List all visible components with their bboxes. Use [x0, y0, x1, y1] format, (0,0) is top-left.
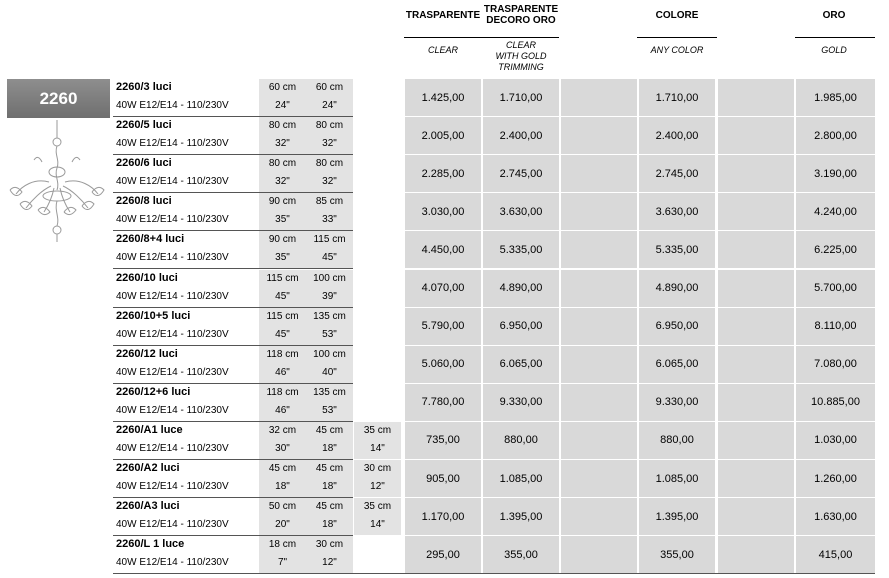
header-trasparente-decoro-oro — [483, 4, 559, 26]
dimension-inch: 53" — [322, 328, 337, 340]
dimension-inch: 12" — [370, 481, 385, 492]
price-any-color: 2.400,00 — [639, 117, 715, 154]
product-name: 2260/A3 luci — [116, 500, 180, 513]
dimension-cm: 90 cm — [268, 234, 297, 246]
dimension-inch: 20" — [275, 519, 290, 531]
dimension-cm: 80 cm — [315, 158, 344, 170]
empty-price-cell — [718, 384, 794, 421]
dimension-inch: 18" — [322, 481, 337, 492]
price-any-color: 1.395,00 — [639, 498, 715, 535]
product-name: 2260/10 luci — [116, 271, 178, 284]
price-gold: 1.030,00 — [796, 422, 875, 459]
dimension-inch: 35" — [275, 214, 290, 226]
empty-price-cell — [561, 384, 637, 421]
header-line-1: TRASPARENTE — [483, 4, 559, 15]
price-any-color: 2.745,00 — [639, 155, 715, 192]
empty-price-cell — [718, 498, 794, 535]
header-rule — [637, 37, 717, 38]
dimension-cm: 45 cm — [315, 501, 344, 513]
dimension-inch: 32" — [322, 176, 337, 188]
price-clear-gold: 1.085,00 — [483, 460, 559, 497]
price-gold: 6.225,00 — [796, 231, 875, 268]
product-spec: 40W E12/E14 - 110/230V — [116, 404, 229, 416]
product-name: 2260/3 luci — [116, 81, 172, 93]
dimension-cm: 80 cm — [268, 120, 297, 132]
product-spec: 40W E12/E14 - 110/230V — [116, 138, 229, 150]
price-gold: 1.260,00 — [796, 460, 875, 497]
empty-price-cell — [718, 79, 794, 116]
subheader-any-color: ANY COLOR — [650, 45, 704, 55]
dimension-cell — [259, 155, 306, 192]
dimension-cell — [306, 422, 353, 459]
table-row — [113, 422, 875, 460]
product-name: 2260/A1 luce — [116, 423, 183, 436]
dimension-cell — [306, 498, 353, 535]
dimension-cm: 30 cm — [315, 539, 344, 551]
price-clear: 1.425,00 — [405, 79, 481, 116]
table-row — [113, 498, 875, 536]
price-clear-gold: 3.630,00 — [483, 193, 559, 230]
header-rule — [404, 37, 559, 38]
product-name: 2260/5 luci — [116, 119, 172, 132]
dimension-cm: 115 cm — [313, 234, 346, 246]
dimension-inch: 45" — [275, 328, 290, 340]
empty-price-cell — [718, 460, 794, 497]
price-gold: 1.630,00 — [796, 498, 875, 535]
product-spec: 40W E12/E14 - 110/230V — [116, 214, 229, 226]
price-clear: 4.070,00 — [405, 270, 481, 307]
dimension-inch: 14" — [370, 442, 385, 454]
product-name: 2260/8+4 luci — [116, 233, 185, 246]
dimension-cm: 118 cm — [266, 348, 299, 360]
price-clear-gold: 6.065,00 — [483, 346, 559, 383]
dimension-cell — [354, 422, 401, 459]
product-spec: 40W E12/E14 - 110/230V — [116, 328, 229, 340]
header-rule — [795, 37, 875, 38]
dimension-cm: 18 cm — [268, 539, 297, 551]
empty-price-cell — [718, 422, 794, 459]
dimension-cm: 135 cm — [313, 310, 346, 322]
empty-price-cell — [561, 422, 637, 459]
price-gold: 10.885,00 — [796, 384, 875, 421]
price-clear: 1.170,00 — [405, 498, 481, 535]
price-clear-gold: 1.395,00 — [483, 498, 559, 535]
dimension-cm: 32 cm — [268, 424, 297, 436]
dimension-cm: 90 cm — [268, 196, 297, 208]
price-clear-gold: 9.330,00 — [483, 384, 559, 421]
dimension-cell — [306, 270, 353, 307]
empty-price-cell — [561, 117, 637, 154]
header-line-2: DECORO ORO — [486, 15, 556, 26]
product-name: 2260/6 luci — [116, 157, 172, 170]
dimension-inch: 46" — [275, 404, 290, 416]
price-clear: 2.285,00 — [405, 155, 481, 192]
dimension-inch: 53" — [322, 404, 337, 416]
header-colore: COLORE — [655, 10, 699, 21]
price-clear-gold: 355,00 — [483, 536, 559, 573]
dimension-cm: 45 cm — [315, 463, 344, 474]
empty-price-cell — [561, 231, 637, 268]
price-clear-gold: 5.335,00 — [483, 231, 559, 268]
dimension-cm: 100 cm — [313, 348, 346, 360]
price-gold: 415,00 — [796, 536, 875, 573]
dimension-cm: 60 cm — [315, 82, 344, 93]
price-gold: 7.080,00 — [796, 346, 875, 383]
dimension-cm: 115 cm — [266, 272, 299, 284]
dimension-inch: 18" — [275, 481, 290, 492]
dimension-cm: 30 cm — [363, 463, 392, 474]
price-clear-gold: 2.745,00 — [483, 155, 559, 192]
price-clear-gold: 880,00 — [483, 422, 559, 459]
subheader-gold: GOLD — [821, 45, 847, 55]
empty-price-cell — [561, 460, 637, 497]
subheader-line-2: WITH GOLD — [495, 51, 547, 61]
dimension-cm: 50 cm — [268, 501, 297, 513]
empty-price-cell — [718, 155, 794, 192]
table-row — [113, 308, 875, 346]
dimension-cell — [259, 346, 306, 383]
dimension-inch: 30" — [275, 442, 290, 454]
dimension-cell — [259, 79, 306, 116]
product-name: 2260/12+6 luci — [116, 385, 191, 398]
product-name: 2260/8 luci — [116, 195, 172, 208]
empty-price-cell — [561, 346, 637, 383]
product-spec: 40W E12/E14 - 110/230V — [116, 481, 229, 492]
subheader-line-3: TRIMMING — [498, 62, 544, 72]
price-any-color: 1.710,00 — [639, 79, 715, 116]
dimension-inch: 33" — [322, 214, 337, 226]
dimension-inch: 39" — [322, 290, 337, 302]
price-any-color: 3.630,00 — [639, 193, 715, 230]
product-name: 2260/A2 luci — [116, 462, 180, 474]
price-gold: 5.700,00 — [796, 270, 875, 307]
dimension-cm: 115 cm — [266, 310, 299, 322]
price-clear: 905,00 — [405, 460, 481, 497]
dimension-cell — [306, 308, 353, 345]
dimension-inch: 45" — [322, 252, 337, 264]
price-any-color: 6.065,00 — [639, 346, 715, 383]
empty-price-cell — [561, 308, 637, 345]
product-spec: 40W E12/E14 - 110/230V — [116, 176, 229, 188]
empty-price-cell — [561, 498, 637, 535]
product-name: 2260/10+5 luci — [116, 309, 191, 322]
dimension-cm: 135 cm — [313, 386, 346, 398]
dimension-inch: 32" — [275, 176, 290, 188]
dimension-cell — [354, 460, 401, 497]
dimension-cm: 35 cm — [363, 501, 392, 513]
price-clear-gold: 4.890,00 — [483, 270, 559, 307]
price-clear: 735,00 — [405, 422, 481, 459]
dimension-cm: 35 cm — [363, 424, 392, 436]
price-any-color: 5.335,00 — [639, 231, 715, 268]
dimension-cell — [306, 193, 353, 230]
chandelier-image — [4, 120, 110, 245]
dimension-cell — [259, 231, 306, 268]
table-row — [113, 384, 875, 422]
dimension-inch: 32" — [275, 138, 290, 150]
empty-price-cell — [561, 193, 637, 230]
dimension-inch: 32" — [322, 138, 337, 150]
empty-price-cell — [718, 536, 794, 573]
price-any-color: 4.890,00 — [639, 270, 715, 307]
price-clear: 7.780,00 — [405, 384, 481, 421]
product-spec: 40W E12/E14 - 110/230V — [116, 100, 229, 111]
dimension-cm: 45 cm — [315, 424, 344, 436]
dimension-cell — [259, 270, 306, 307]
price-clear-gold: 6.950,00 — [483, 308, 559, 345]
table-row — [113, 536, 875, 574]
dimension-inch: 18" — [322, 519, 337, 531]
price-clear: 5.790,00 — [405, 308, 481, 345]
dimension-inch: 45" — [275, 290, 290, 302]
product-spec: 40W E12/E14 - 110/230V — [116, 366, 229, 378]
dimension-cell — [306, 460, 353, 497]
dimension-cell — [306, 536, 353, 573]
dimension-cm: 118 cm — [266, 386, 299, 398]
empty-price-cell — [561, 536, 637, 573]
price-clear: 2.005,00 — [405, 117, 481, 154]
price-clear: 295,00 — [405, 536, 481, 573]
model-number-badge: 2260 — [7, 79, 110, 118]
dimension-cell — [259, 498, 306, 535]
empty-price-cell — [561, 155, 637, 192]
dimension-inch: 40" — [322, 366, 337, 378]
row-divider — [113, 573, 875, 574]
dimension-cell — [306, 346, 353, 383]
dimension-inch: 24" — [275, 100, 290, 111]
product-spec: 40W E12/E14 - 110/230V — [116, 557, 229, 569]
dimension-cm: 80 cm — [315, 120, 344, 132]
price-any-color: 880,00 — [639, 422, 715, 459]
dimension-cell — [306, 384, 353, 421]
table-row — [113, 460, 875, 498]
price-gold: 3.190,00 — [796, 155, 875, 192]
dimension-cell — [306, 117, 353, 154]
subheader-clear: CLEAR — [427, 45, 458, 55]
table-row — [113, 346, 875, 384]
dimension-cell — [306, 155, 353, 192]
dimension-inch: 35" — [275, 252, 290, 264]
empty-price-cell — [718, 193, 794, 230]
price-clear: 5.060,00 — [405, 346, 481, 383]
price-gold: 1.985,00 — [796, 79, 875, 116]
product-name: 2260/L 1 luce — [116, 538, 185, 551]
dimension-cm: 45 cm — [268, 463, 297, 474]
dimension-cell — [259, 460, 306, 497]
dimension-cell — [259, 384, 306, 421]
empty-price-cell — [718, 270, 794, 307]
price-clear-gold: 1.710,00 — [483, 79, 559, 116]
table-row — [113, 231, 875, 269]
dimension-inch: 7" — [277, 557, 288, 569]
price-gold: 2.800,00 — [796, 117, 875, 154]
empty-price-cell — [561, 79, 637, 116]
price-clear: 3.030,00 — [405, 193, 481, 230]
dimension-inch: 24" — [322, 100, 337, 111]
table-row — [113, 117, 875, 155]
price-gold: 4.240,00 — [796, 193, 875, 230]
dimension-inch: 12" — [322, 557, 337, 569]
table-row — [113, 155, 875, 193]
header-oro: ORO — [822, 10, 846, 21]
table-row — [113, 270, 875, 308]
price-any-color: 1.085,00 — [639, 460, 715, 497]
table-row — [113, 193, 875, 231]
price-any-color: 6.950,00 — [639, 308, 715, 345]
price-any-color: 9.330,00 — [639, 384, 715, 421]
price-any-color: 355,00 — [639, 536, 715, 573]
subheader-line-1: CLEAR — [505, 40, 536, 50]
price-clear: 4.450,00 — [405, 231, 481, 268]
dimension-cell — [259, 422, 306, 459]
dimension-cell — [259, 117, 306, 154]
dimension-cm: 60 cm — [268, 82, 297, 93]
price-clear-gold: 2.400,00 — [483, 117, 559, 154]
dimension-cm: 80 cm — [268, 158, 297, 170]
dimension-cm: 85 cm — [315, 196, 344, 208]
table-row — [113, 79, 875, 117]
product-spec: 40W E12/E14 - 110/230V — [116, 519, 229, 531]
dimension-cell — [259, 536, 306, 573]
empty-price-cell — [561, 270, 637, 307]
empty-price-cell — [718, 117, 794, 154]
empty-price-cell — [718, 231, 794, 268]
dimension-cm: 100 cm — [313, 272, 346, 284]
header-trasparente: TRASPARENTE — [405, 10, 481, 21]
product-spec: 40W E12/E14 - 110/230V — [116, 252, 229, 264]
dimension-inch: 14" — [370, 519, 385, 531]
price-gold: 8.110,00 — [796, 308, 875, 345]
dimension-inch: 46" — [275, 366, 290, 378]
product-name: 2260/12 luci — [116, 347, 178, 360]
dimension-cell — [354, 498, 401, 535]
dimension-cell — [306, 79, 353, 116]
empty-price-cell — [718, 346, 794, 383]
dimension-inch: 18" — [322, 442, 337, 454]
dimension-cell — [259, 308, 306, 345]
empty-price-cell — [718, 308, 794, 345]
dimension-cell — [306, 231, 353, 268]
product-spec: 40W E12/E14 - 110/230V — [116, 442, 229, 454]
product-spec: 40W E12/E14 - 110/230V — [116, 290, 229, 302]
dimension-cell — [259, 193, 306, 230]
subheader-clear-gold — [483, 40, 559, 73]
